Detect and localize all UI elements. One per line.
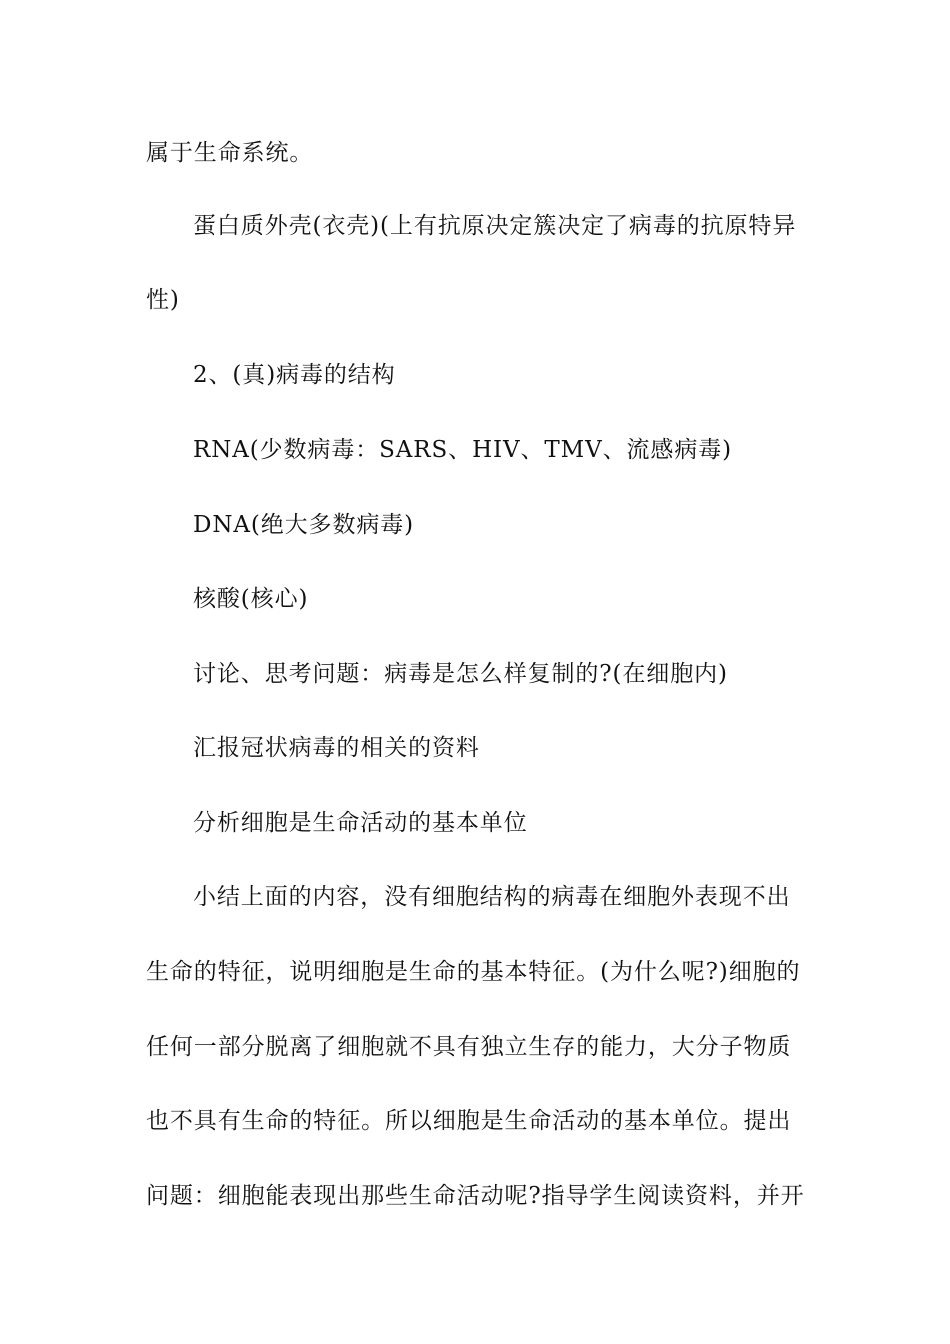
text-line: 性) <box>146 287 180 313</box>
text-line: 属于生命系统。 <box>146 140 314 166</box>
text-line: DNA(绝大多数病毒) <box>193 512 415 538</box>
text-line: 小结上面的内容，没有细胞结构的病毒在细胞外表现不出 <box>193 884 791 910</box>
text-line: 生命的特征，说明细胞是生命的基本特征。(为什么呢?)细胞的 <box>146 959 801 985</box>
text-line: 汇报冠状病毒的相关的资料 <box>193 735 480 761</box>
text-line: 分析细胞是生命活动的基本单位 <box>193 810 528 836</box>
text-line: 2、(真)病毒的结构 <box>193 362 396 388</box>
text-line: 任何一部分脱离了细胞就不具有独立生存的能力，大分子物质 <box>146 1034 792 1060</box>
text-line: RNA(少数病毒：SARS、HIV、TMV、流感病毒) <box>193 437 732 463</box>
text-line: 也不具有生命的特征。所以细胞是生命活动的基本单位。提出 <box>146 1108 792 1134</box>
text-line: 核酸(核心) <box>193 586 309 612</box>
text-line: 讨论、思考问题：病毒是怎么样复制的?(在细胞内) <box>193 661 728 687</box>
text-line: 问题：细胞能表现出那些生命活动呢?指导学生阅读资料，并开 <box>146 1183 805 1209</box>
text-line: 蛋白质外壳(衣壳)(上有抗原决定簇决定了病毒的抗原特异 <box>193 213 797 239</box>
